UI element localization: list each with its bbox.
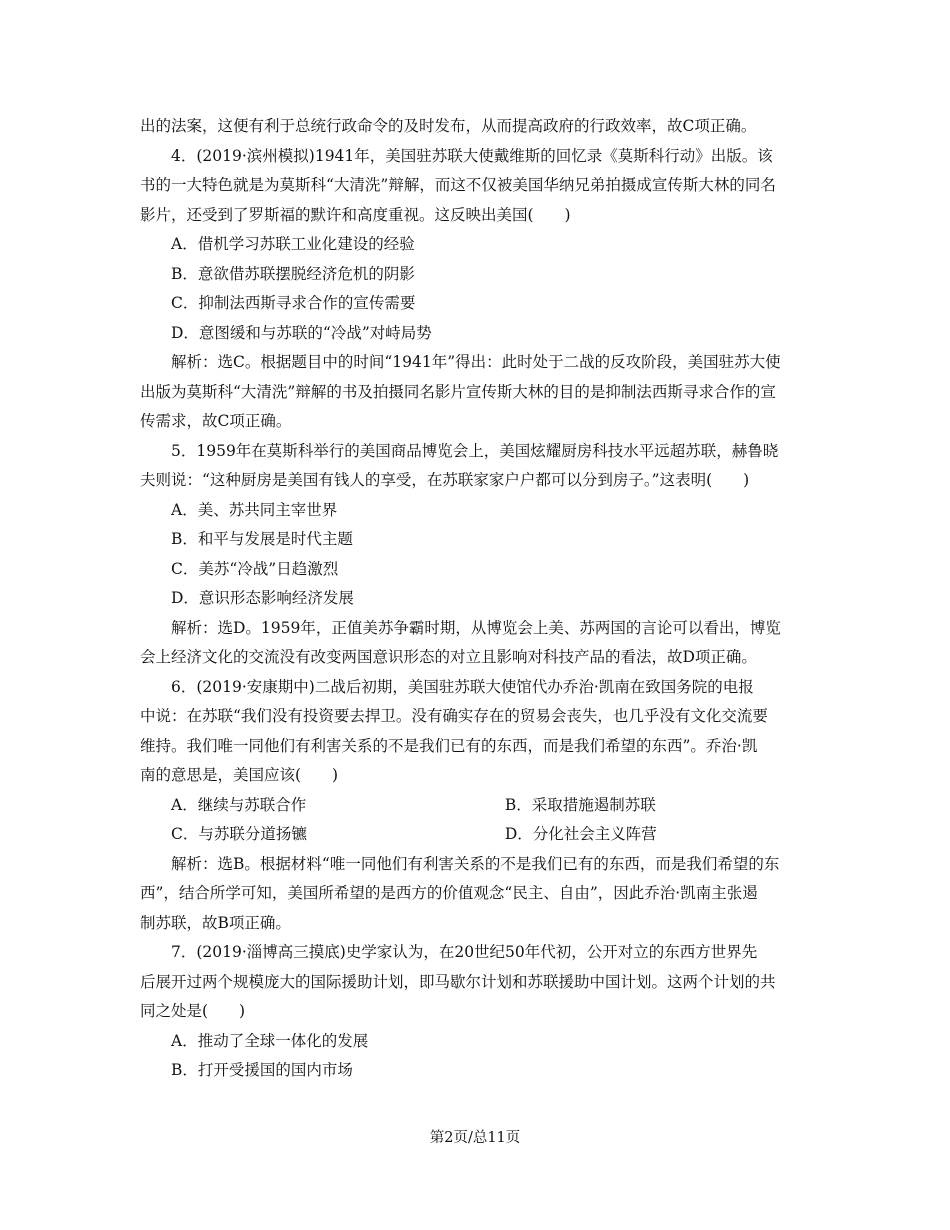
answer-option: B．打开受援国的国内市场: [171, 1061, 353, 1079]
answer-option: A．借机学习苏联工业化建设的经验: [171, 235, 415, 253]
text-line: 影片，还受到了罗斯福的默许和高度重视。这反映出美国( ): [140, 205, 571, 224]
paragraph-start-line: 解析：选B。根据材料“唯一同他们有利害关系的不是我们已有的东西，而是我们希望的东: [171, 854, 780, 873]
text-line: 后展开过两个规模庞大的国际援助计划，即马歇尔计划和苏联援助中国计划。这两个计划的共: [140, 972, 776, 991]
option-row: [140, 791, 810, 821]
text-line: 同之处是( ): [140, 1002, 246, 1020]
page-footer: 第2页/总11页: [429, 1130, 521, 1146]
text-line: 夫则说：“这种厨房是美国有钱人的享受，在苏联家家户户都可以分到房子。”这表明( ): [140, 471, 750, 489]
paragraph-start-line: 5．1959年在莫斯科举行的美国商品博览会上，美国炫耀厨房科技水平远超苏联，赫鲁晓: [171, 441, 779, 460]
paragraph-start-line: 6．(2019·安康期中)二战后初期，美国驻苏联大使馆代办乔治·凯南在致国务院的电报: [171, 677, 754, 696]
text-line: 维持。我们唯一同他们有利害关系的不是我们已有的东西，而是我们希望的东西”。乔治·凯: [140, 736, 758, 755]
text-line: 出版为莫斯科“大清洗”辩解的书及拍摄同名影片宣传斯大林的目的是抑制法西斯寻求合作的宣: [140, 382, 776, 401]
paragraph-start-line: 解析：选D。1959年，正值美苏争霸时期，从博览会上美、苏两国的言论可以看出，博览: [171, 618, 781, 637]
text-line: 中说：在苏联“我们没有投资要去捍卫。没有确实存在的贸易会丧失，也几乎没有文化交流要: [140, 707, 768, 725]
answer-option: C．美苏“冷战”日趋激烈: [171, 559, 339, 578]
answer-option: B．和平与发展是时代主题: [171, 530, 353, 548]
answer-option: D．意识形态影响经济发展: [171, 589, 354, 607]
text-line: 制苏联，故B项正确。: [140, 913, 291, 932]
document-body: [140, 112, 810, 1086]
answer-option: D．意图缓和与苏联的“冷战”对峙局势: [171, 323, 432, 342]
answer-option: D．分化社会主义阵营: [504, 825, 657, 843]
answer-option: A．美、苏共同主宰世界: [171, 500, 338, 519]
text-line: 西”，结合所学可知，美国所希望的是西方的价值观念“民主、自由”，因此乔治·凯南主张遏: [140, 884, 758, 902]
text-line: 书的一大特色就是为莫斯科“大清洗”辩解，而这不仅被美国华纳兄弟拍摄成宣传斯大林的同名: [140, 176, 776, 194]
text-line: 出的法案，这便有利于总统行政命令的及时发布，从而提高政府的行政效率，故C项正确。: [140, 117, 757, 135]
paragraph-start-line: 4．(2019·滨州模拟)1941年，美国驻苏联大使戴维斯的回忆录《莫斯科行动》出版。该: [171, 146, 773, 165]
answer-option: C．与苏联分道扬镳: [171, 825, 307, 843]
answer-option: A．推动了全球一体化的发展: [171, 1031, 369, 1050]
answer-option: B．采取措施遏制苏联: [504, 795, 656, 814]
answer-option: C．抑制法西斯寻求合作的宣传需要: [171, 294, 416, 312]
text-line: 南的意思是，美国应该( ): [140, 766, 339, 784]
option-row: [140, 820, 810, 850]
text-line: 传需求，故C项正确。: [140, 412, 292, 430]
text-line: 会上经济文化的交流没有改变两国意识形态的对立且影响对科技产品的看法，故D项正确。: [140, 648, 757, 666]
answer-option: B．意欲借苏联摆脱经济危机的阴影: [171, 264, 415, 283]
paragraph-start-line: 7．(2019·淄博高三摸底)史学家认为，在20世纪50年代初，公开对立的东西方世界先: [171, 943, 758, 961]
paragraph-start-line: 解析：选C。根据题目中的时间“1941年”得出：此时处于二战的反攻阶段，美国驻苏大使: [171, 353, 781, 371]
answer-option: A．继续与苏联合作: [171, 795, 307, 814]
